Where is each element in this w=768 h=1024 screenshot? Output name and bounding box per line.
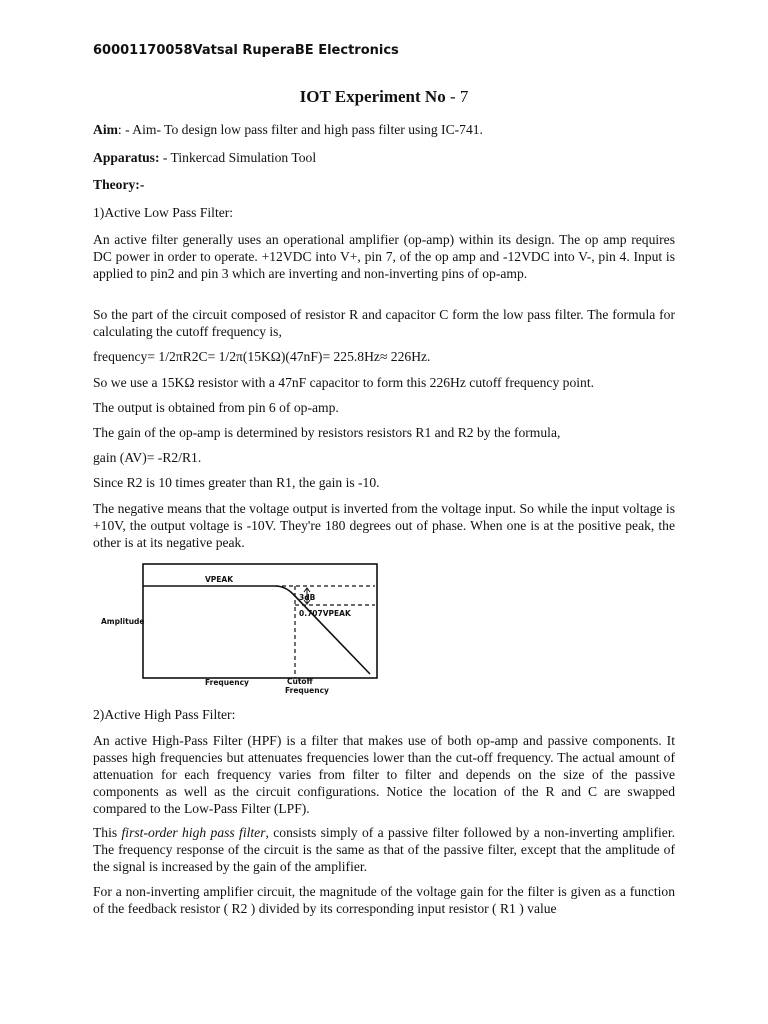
theory-heading: Theory:- [93,177,145,192]
hpf-paragraph-3: For a non-inverting amplifier circuit, the magnitude of the voltage gain for the filter is given as a function of the feedback resistor ( R2 ) divided by its corresponding input resistor ( R1 ) value [93,884,675,916]
apparatus-text: - Tinkercad Simulation Tool [159,150,317,165]
apparatus-label: Apparatus: [93,150,160,165]
y-axis-label: Amplitude [101,617,145,626]
lpf-paragraph-4: So we use a 15KΩ resistor with a 47nF capacitor to form this 226Hz cutoff frequency point. [93,375,595,390]
lpf-gain-formula: gain (AV)= -R2/R1. [93,450,202,465]
plot-frame [143,564,377,678]
aim-label: Aim [93,122,118,137]
lpf-heading: 1)Active Low Pass Filter: [93,205,234,220]
aim-line [93,121,675,138]
hpf-heading: 2)Active High Pass Filter: [93,707,236,722]
page-title [0,87,768,107]
lpf-paragraph-5: The output is obtained from pin 6 of op-amp. [93,400,339,415]
lpf-paragraph-6: The gain of the op-amp is determined by resistors resistors R1 and R2 by the formula, [93,425,561,440]
hpf-paragraph-2 [93,824,675,875]
cutoff-label-line1: Cutoff [287,677,313,686]
aim-text: : - Aim- To design low pass filter and high pass filter using IC-741. [117,122,483,137]
apparatus-line [93,149,675,166]
student-header: 60001170058Vatsal RuperaBE Electronics [93,43,399,58]
hpf-p2-emphasis: first-order high pass filter [121,825,266,840]
hpf-p2-rest: , consists simply of a passive filter followed by a non-inverting amplifier. The frequency response of the circuit is the same as that of the passive filter, except that the amplitude of the signal is increased by the gain of the amplifier. [93,825,676,874]
707-vpeak-label: 0.707VPEAK [299,609,351,618]
title-number: - 7 [449,87,469,106]
hpf-p2-lead: This [93,825,122,840]
hpf-paragraph-1: An active High-Pass Filter (HPF) is a filter that makes use of both op-amp and passive components. It passes high frequencies but attenuates frequencies lower than the cut-off frequency. The actual amount of attenuation for each frequency varies from filter to filter and depends on the size of the passive components as well as the circuit configurations. Notice the location of the R and C are swapped compared to the Low-Pass Filter (LPF). [93,733,675,816]
response-curve [143,586,370,674]
lpf-formula: frequency= 1/2πR2C= 1/2π(15KΩ)(47nF)= 225.8Hz≈ 226Hz. [93,349,431,364]
lpf-paragraph-1: An active filter generally uses an operational amplifier (op-amp) within its design. The op amp requires DC power in order to operate. +12VDC into V+, pin 7, of the op amp and -12VDC into V-, pin 4. Input is applied to pin2 and pin 3 which are inverting and non-inverting pins of op-amp. [93,232,675,281]
lpf-paragraph-9: The negative means that the voltage output is inverted from the voltage input. So while the input voltage is +10V, the output voltage is -10V. They're 180 degrees out of phase. When one is at the positive peak, the other is at its negative peak. [93,501,675,550]
lowpass-response-figure [95,556,395,696]
lpf-paragraph-8: Since R2 is 10 times greater than R1, the gain is -10. [93,475,380,490]
vpeak-label: VPEAK [205,575,234,584]
cutoff-label-line2: Frequency [285,686,329,695]
lpf-paragraph-2: So the part of the circuit composed of resistor R and capacitor C form the low pass filter. The formula for calculating the cutoff frequency is, [93,307,675,339]
title-main: IOT Experiment No [299,87,446,106]
3db-label: 3dB [299,593,316,602]
x-axis-label: Frequency [205,678,249,687]
